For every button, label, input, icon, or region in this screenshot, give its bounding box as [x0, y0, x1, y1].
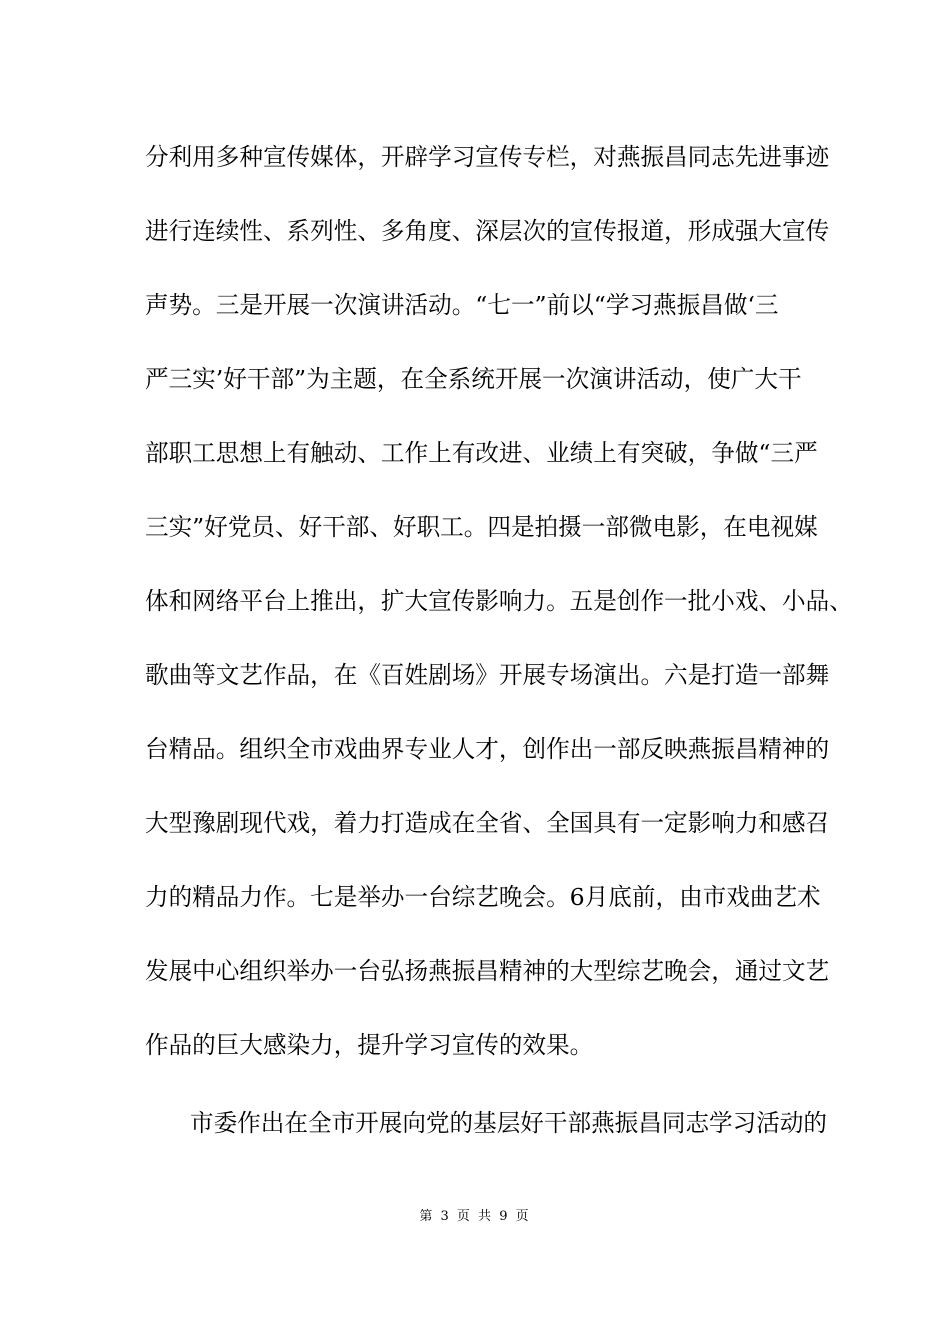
body-line: 分利用多种宣传媒体，开辟学习宣传专栏，对燕振昌同志先进事迹	[145, 143, 830, 171]
body-line: 声势。三是开展一次演讲活动。“七一”前以“学习燕振昌做‘三	[145, 291, 779, 319]
page-number-footer: 第 3 页 共 9 页	[419, 1209, 531, 1224]
paragraph-first-line: 市委作出在全市开展向党的基层好干部燕振昌同志学习活动的	[190, 1109, 828, 1137]
body-line: 发展中心组织举办一台弘扬燕振昌精神的大型综艺晚会，通过文艺	[145, 957, 830, 985]
body-line: 体和网络平台上推出，扩大宣传影响力。五是创作一批小戏、小品、	[145, 587, 853, 615]
body-line: 力的精品力作。七是举办一台综艺晚会。6月底前，由市戏曲艺术	[145, 883, 821, 911]
body-line: 作品的巨大感染力，提升学习宣传的效果。	[145, 1031, 594, 1059]
body-line: 歌曲等文艺作品，在《百姓剧场》开展专场演出。六是打造一部舞	[145, 661, 830, 689]
body-line: 部职工思想上有触动、工作上有改进、业绩上有突破，争做“三严	[145, 439, 818, 467]
body-line: 台精品。组织全市戏曲界专业人才，创作出一部反映燕振昌精神的	[145, 735, 830, 763]
body-line: 严三实’好干部”为主题，在全系统开展一次演讲活动，使广大干	[145, 365, 802, 393]
body-line: 进行连续性、系列性、多角度、深层次的宣传报道，形成强大宣传	[145, 217, 830, 245]
body-line: 三实”好党员、好干部、好职工。四是拍摄一部微电影，在电视媒	[145, 513, 818, 541]
body-line: 大型豫剧现代戏，着力打造成在全省、全国具有一定影响力和感召	[145, 809, 830, 837]
